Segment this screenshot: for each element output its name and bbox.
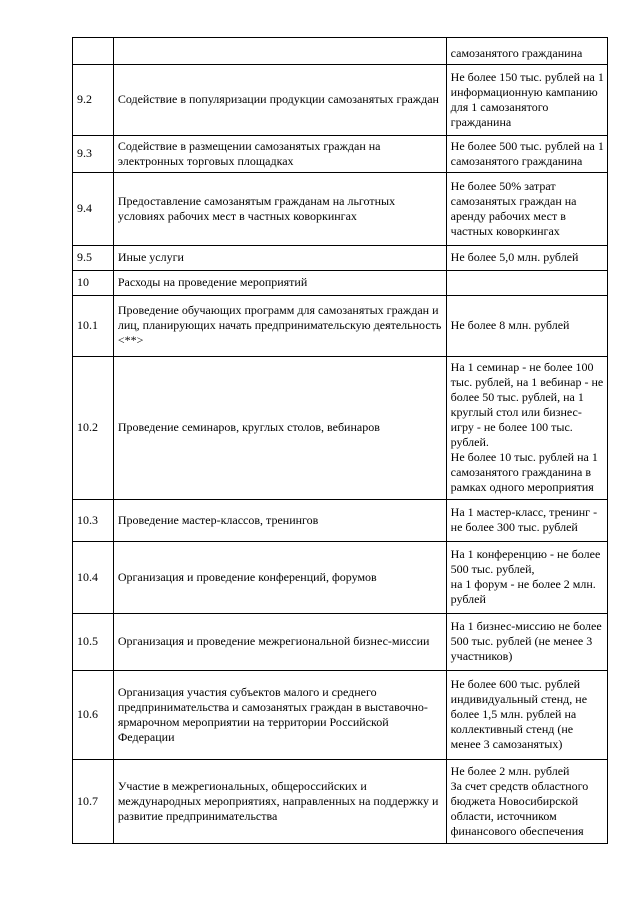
table-row: [73, 38, 608, 65]
expense-table: [72, 37, 608, 844]
row-number: 9.2: [73, 65, 114, 136]
row-limit: На 1 бизнес-миссию не более 500 тыс. рублей (не менее 3 участников): [446, 614, 607, 671]
table-row: [73, 760, 608, 844]
row-description: Проведение семинаров, круглых столов, вебинаров: [113, 357, 446, 500]
row-number: 9.5: [73, 246, 114, 271]
row-number: 10.6: [73, 671, 114, 760]
row-description: Предоставление самозанятым гражданам на льготных условиях рабочих мест в частных коворкингах: [113, 173, 446, 246]
row-limit: На 1 мастер-класс, тренинг - не более 300 тыс. рублей: [446, 500, 607, 542]
row-limit: На 1 семинар - не более 100 тыс. рублей, на 1 вебинар - не более 50 тыс. рублей, на 1 круглый стол или бизнес-игру - не более 100 тыс. рублей. Не более 10 тыс. рублей на 1 самозанятого гражданина в рамках одного мероприятия: [446, 357, 607, 500]
table-row: [73, 542, 608, 614]
row-description: Иные услуги: [113, 246, 446, 271]
row-description: Содействие в популяризации продукции самозанятых граждан: [113, 65, 446, 136]
row-limit: Не более 8 млн. рублей: [446, 296, 607, 357]
row-limit: Не более 5,0 млн. рублей: [446, 246, 607, 271]
row-number: 10.3: [73, 500, 114, 542]
row-number: 10.4: [73, 542, 114, 614]
row-description: Проведение мастер-классов, тренингов: [113, 500, 446, 542]
row-limit: Не более 500 тыс. рублей на 1 самозанятого гражданина: [446, 136, 607, 173]
table-row: [73, 246, 608, 271]
table-row: [73, 357, 608, 500]
table-row: [73, 296, 608, 357]
row-number: 9.4: [73, 173, 114, 246]
row-limit: самозанятого гражданина: [446, 38, 607, 65]
row-limit: [446, 271, 607, 296]
row-limit: Не более 2 млн. рублей За счет средств областного бюджета Новосибирской области, источником финансового обеспечения: [446, 760, 607, 844]
table-row: [73, 136, 608, 173]
table-row: [73, 173, 608, 246]
row-description: [113, 38, 446, 65]
row-number: 10.1: [73, 296, 114, 357]
row-number: 10: [73, 271, 114, 296]
table-row: [73, 500, 608, 542]
row-limit: Не более 50% затрат самозанятых граждан на аренду рабочих мест в частных коворкингах: [446, 173, 607, 246]
table-row: [73, 671, 608, 760]
row-number: 9.3: [73, 136, 114, 173]
row-number: 10.5: [73, 614, 114, 671]
row-number: 10.2: [73, 357, 114, 500]
row-limit: Не более 150 тыс. рублей на 1 информационную кампанию для 1 самозанятого гражданина: [446, 65, 607, 136]
row-number: 10.7: [73, 760, 114, 844]
table-row: [73, 65, 608, 136]
row-description: Содействие в размещении самозанятых граждан на электронных торговых площадках: [113, 136, 446, 173]
row-description: Организация и проведение конференций, форумов: [113, 542, 446, 614]
row-description: Проведение обучающих программ для самозанятых граждан и лиц, планирующих начать предпринимательскую деятельность <**>: [113, 296, 446, 357]
row-description: Организация и проведение межрегиональной бизнес-миссии: [113, 614, 446, 671]
row-description: Участие в межрегиональных, общероссийских и международных мероприятиях, направленных на поддержку и развитие предпринимательства: [113, 760, 446, 844]
table-row: [73, 271, 608, 296]
row-limit: Не более 600 тыс. рублей индивидуальный стенд, не более 1,5 млн. рублей на коллективный стенд (не менее 3 самозанятых): [446, 671, 607, 760]
row-description: Организация участия субъектов малого и среднего предпринимательства и самозанятых граждан в выставочно-ярмарочном мероприятии на территории Российской Федерации: [113, 671, 446, 760]
row-limit: На 1 конференцию - не более 500 тыс. рублей, на 1 форум - не более 2 млн. рублей: [446, 542, 607, 614]
row-number: [73, 38, 114, 65]
row-description: Расходы на проведение мероприятий: [113, 271, 446, 296]
table-row: [73, 614, 608, 671]
